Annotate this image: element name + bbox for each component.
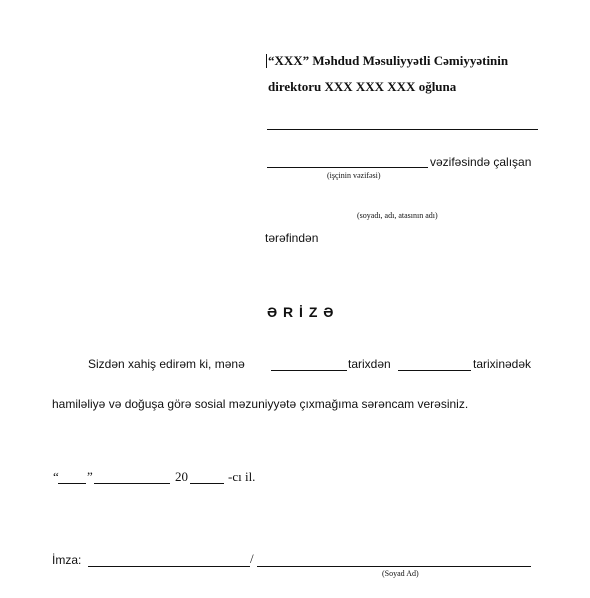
date-open-quote: “ bbox=[53, 469, 59, 484]
body-line1-mid: tarixdən bbox=[348, 357, 391, 371]
signature-label: İmza: bbox=[52, 553, 82, 567]
surname-name-line[interactable] bbox=[257, 566, 531, 567]
year-prefix: 20 bbox=[175, 469, 188, 484]
header-line-director: direktoru XXX XXX XXX oğluna bbox=[268, 79, 457, 94]
text-cursor bbox=[266, 54, 267, 68]
body-line1-start: Sizdən xahiş edirəm ki, mənə bbox=[88, 357, 245, 371]
signature-line[interactable] bbox=[88, 566, 250, 567]
end-date-line[interactable] bbox=[398, 370, 471, 371]
signature-separator: / bbox=[250, 551, 254, 566]
day-line[interactable] bbox=[58, 483, 86, 484]
from-label: tərəfindən bbox=[265, 231, 319, 245]
year-line[interactable] bbox=[190, 483, 224, 484]
header-line-company: “XXX” Məhdud Məsuliyyətli Cəmiyyətinin bbox=[268, 53, 509, 68]
applicant-line[interactable] bbox=[267, 129, 538, 130]
start-date-line[interactable] bbox=[271, 370, 347, 371]
position-line[interactable] bbox=[267, 167, 428, 168]
date-close-quote: ” bbox=[87, 469, 93, 484]
month-line[interactable] bbox=[94, 483, 170, 484]
signature-hint: (Soyad Ad) bbox=[382, 569, 419, 578]
body-line1-end: tarixinədək bbox=[473, 357, 532, 371]
date-suffix: -cı il. bbox=[228, 469, 256, 484]
document-title: Ə R İ Z Ə bbox=[267, 304, 335, 320]
position-suffix: vəzifəsində çalışan bbox=[430, 155, 532, 169]
name-hint: (soyadı, adı, atasının adı) bbox=[357, 211, 438, 220]
position-hint: (işçinin vəzifəsi) bbox=[327, 171, 381, 180]
body-line2: hamiləliyə və doğuşa görə sosial məzuniyyətə çıxmağıma sərəncam verəsiniz. bbox=[52, 397, 469, 411]
